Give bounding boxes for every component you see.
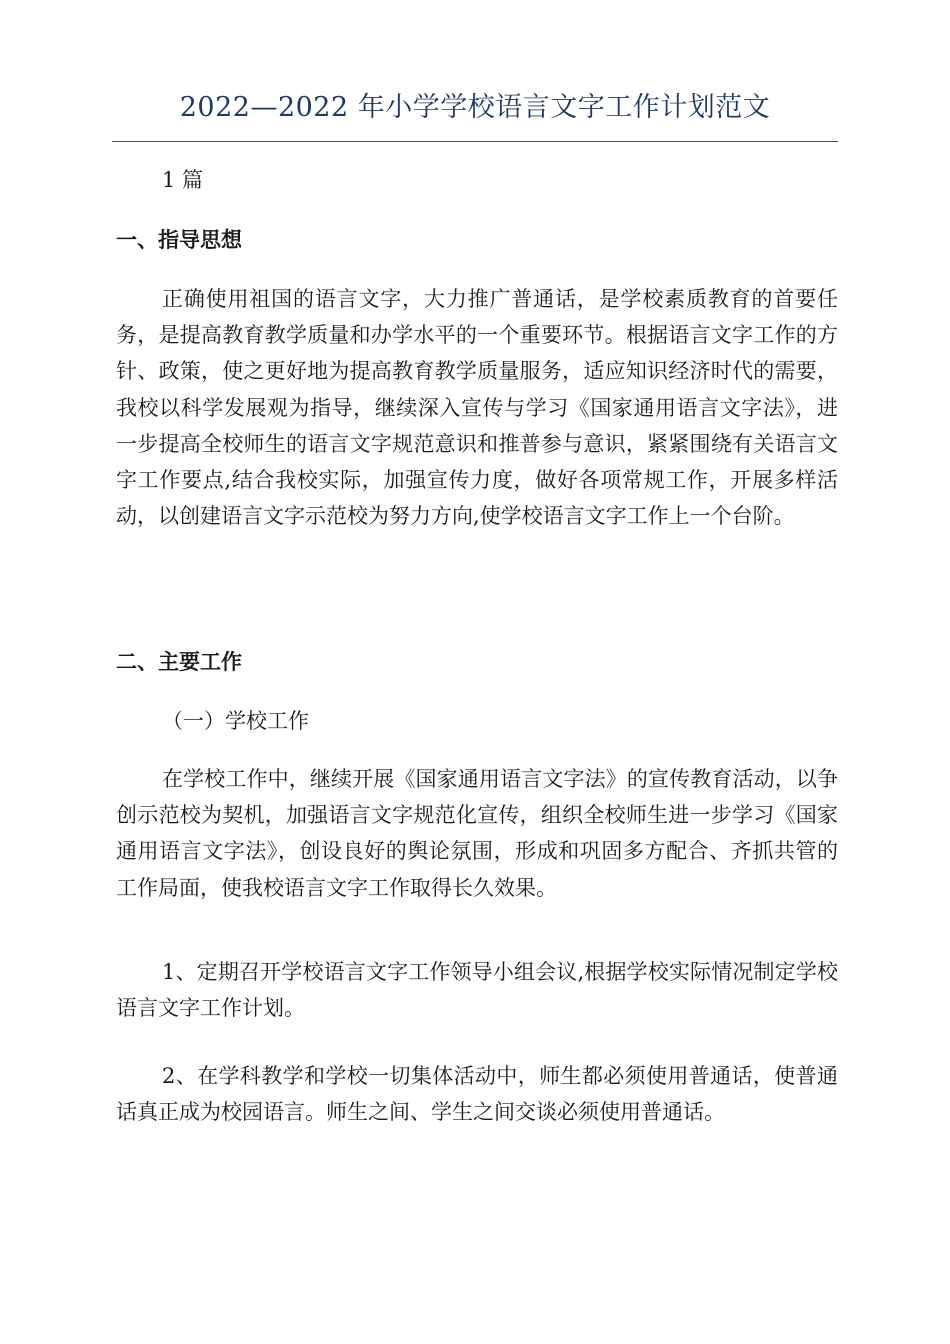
list-item-meeting: 1、定期召开学校语言文字工作领导小组会议,根据学校实际情况制定学校语言文字工作计划。 (116, 960, 838, 1021)
section-heading-main-work: 二、主要工作 (116, 650, 242, 674)
section-paragraph-guiding-ideology: 正确使用祖国的语言文字，大力推广普通话，是学校素质教育的首要任务，是提高教育教学质量和办学水平的一个重要环节。根据语言文字工作的方针、政策，使之更好地为提高教育教学质量服务，适应知识经济时代的需要，我校以科学发展观为指导，继续深入宣传与学习《国家通用语言文字法》，进一步提高全校师生的语言文字规范意识和推普参与意识，紧紧围绕有关语言文字工作要点,结合我校实际，加强宣传力度，做好各项常规工作，开展多样活动，以创建语言文字示范校为努力方向,使学校语言文字工作上一个台阶。 (116, 287, 838, 529)
section-paragraph-school-work: 在学校工作中，继续开展《国家通用语言文字法》的宣传教育活动，以争创示范校为契机，加强语言文字规范化宣传，组织全校师生进一步学习《国家通用语言文字法》，创设良好的舆论氛围，形成和巩固多方配合、齐抓共管的工作局面，使我校语言文字工作取得长久效果。 (116, 767, 838, 900)
section-heading-guiding-ideology: 一、指导思想 (116, 228, 242, 252)
document-count: 1 篇 (162, 168, 204, 192)
title-divider (112, 141, 838, 142)
subsection-heading-school-work: （一）学校工作 (162, 709, 309, 733)
list-item-mandarin: 2、在学科教学和学校一切集体活动中，师生都必须使用普通话，使普通话真正成为校园语言。师生之间、学生之间交谈必须使用普通话。 (116, 1064, 838, 1125)
document-title: 2022—2022 年小学学校语言文字工作计划范文 (179, 92, 771, 123)
